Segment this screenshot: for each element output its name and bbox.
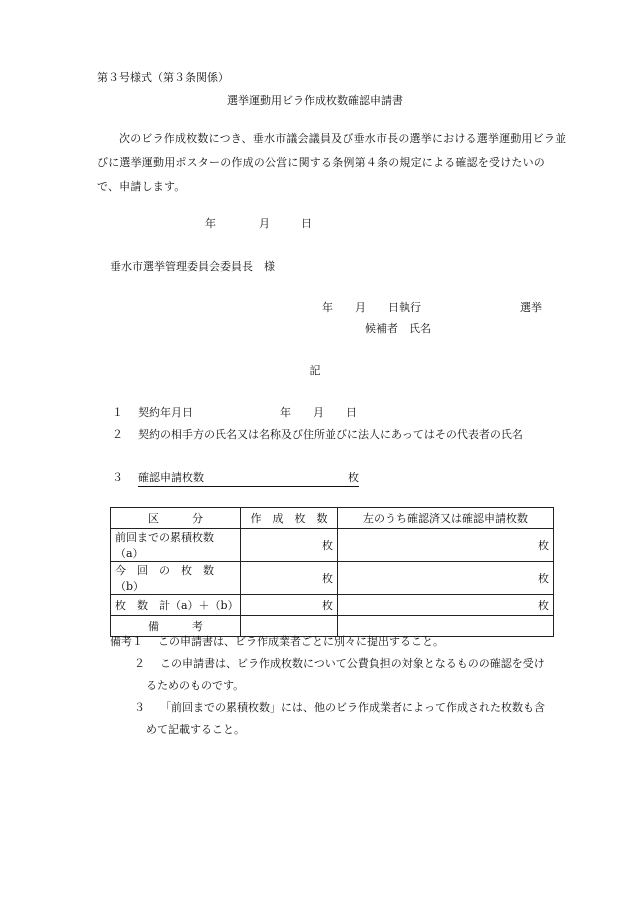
produced-count-cell: 枚 — [241, 595, 338, 616]
confirmed-count-cell: 枚 — [338, 562, 554, 595]
date-month: 月 — [259, 217, 270, 230]
note-prefix: 備考１ — [110, 635, 143, 648]
table-header-row — [111, 508, 554, 529]
item-number: ３ — [112, 471, 123, 484]
application-body-text: 次のビラ作成枚数につき、垂水市議会議員及び垂水市長の選挙における選挙運動用ビラ並びに選挙運動用ポスターの作成の公営に関する条例第４条の規定による確認を受けたいので、申請します。 — [97, 132, 567, 193]
note-2-continuation: るためのものです。 — [146, 679, 245, 692]
ki-heading: 記 — [309, 364, 321, 377]
election-name: 選挙 — [520, 301, 542, 314]
note-text: この申請書は、ビラ作成業者ごとに別々に提出すること。 — [158, 635, 444, 648]
item-value: 年 月 日 — [280, 406, 357, 419]
candidate-name-line: 候補者 氏名 — [365, 322, 431, 335]
count-table — [110, 507, 554, 637]
note-text: この申請書は、ビラ作成枚数について公費負担の対象となるものの確認を受け — [160, 657, 545, 670]
date-day: 日 — [301, 217, 312, 230]
row-label: 枚 数 計（a）＋（b） — [111, 595, 241, 616]
row-label: 今 回 の 枚 数（b） — [111, 562, 241, 595]
note-text: 「前回までの累積枚数」には、他のビラ作成業者によって作成された枚数も含 — [160, 701, 545, 714]
header-produced-count: 作 成 枚 数 — [241, 508, 338, 529]
note-prefix: ２ — [134, 657, 145, 670]
note-3-continuation: めて記載すること。 — [146, 723, 245, 736]
item-number: １ — [112, 406, 123, 419]
row-label: 備 考 — [111, 616, 241, 637]
item-number: ２ — [112, 428, 123, 441]
requested-count-field — [138, 469, 359, 487]
item-label: 契約の相手方の氏名又は名称及び住所並びに法人にあってはその代表者の氏名 — [138, 428, 523, 441]
header-category: 区 分 — [111, 508, 241, 529]
produced-count-cell: 枚 — [241, 529, 338, 562]
election-execution-line — [322, 299, 542, 315]
note-prefix: ３ — [134, 701, 145, 714]
table-row — [111, 529, 554, 562]
table-row — [111, 595, 554, 616]
execution-date: 年 月 日執行 — [322, 301, 421, 314]
document-title: 選挙運動用ビラ作成枚数確認申請書 — [227, 94, 403, 107]
confirmed-count-cell: 枚 — [338, 595, 554, 616]
confirmed-count-cell: 枚 — [338, 529, 554, 562]
note-1 — [110, 631, 444, 653]
item-contract-party — [112, 426, 523, 442]
header-confirmed-count: 左のうち確認済又は確認申請枚数 — [338, 508, 554, 529]
item-label: 確認申請枚数 — [138, 471, 204, 484]
item-requested-count — [112, 469, 359, 487]
item-unit: 枚 — [348, 471, 359, 484]
item-label: 契約年月日 — [138, 406, 193, 419]
note-3 — [134, 697, 545, 719]
item-contract-date — [112, 404, 357, 420]
application-date-line — [205, 215, 312, 231]
produced-count-cell: 枚 — [241, 562, 338, 595]
date-year: 年 — [205, 217, 216, 230]
note-2 — [134, 653, 545, 675]
table-row — [111, 562, 554, 595]
row-label: 前回までの累積枚数（a） — [111, 529, 241, 562]
addressee: 垂水市選挙管理委員会委員長 様 — [110, 260, 275, 273]
form-number: 第３号様式（第３条関係） — [97, 71, 229, 84]
